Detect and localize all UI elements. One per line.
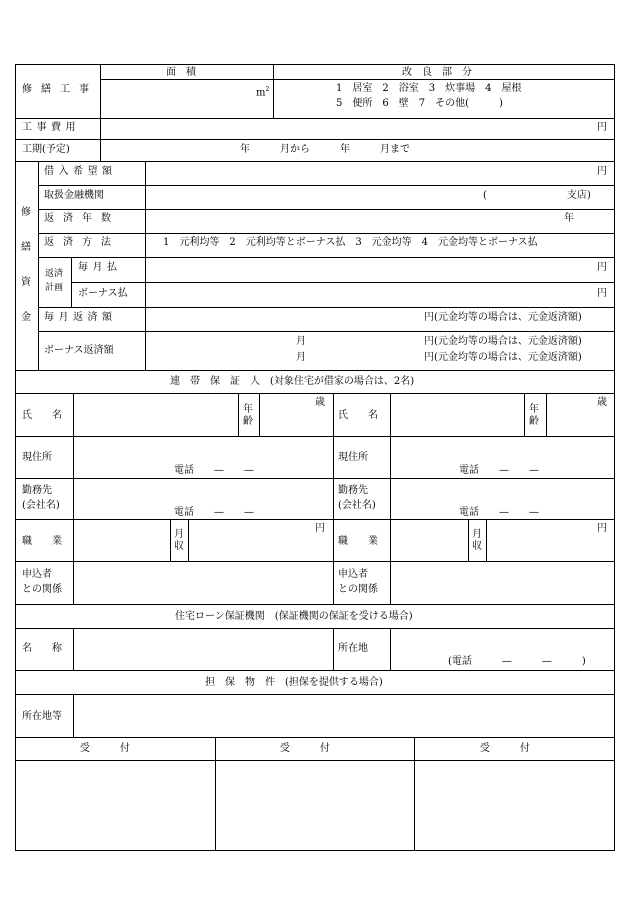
reception-label-3: 受 付	[480, 743, 530, 754]
improve-options-line2: 5 便所 6 壁 7 その他( )	[336, 98, 503, 109]
institution-branch: ( 支店)	[483, 190, 591, 201]
improve-header: 改 良 部 分	[402, 67, 472, 78]
application-form	[15, 64, 615, 851]
funds-label-4: 金	[21, 312, 31, 323]
plan-monthly-unit: 円	[597, 262, 607, 273]
guarantor1-relation-label-2: との関係	[22, 584, 62, 595]
funds-label-3: 資	[21, 277, 31, 288]
guarantor2-income-unit: 円	[597, 523, 607, 534]
guarantor1-work-phone: 電話 — —	[174, 507, 254, 518]
loan-guarantee-phone: (電話 — — )	[448, 656, 586, 667]
period-label: 工期(予定)	[22, 144, 70, 155]
improve-options-line1: 1 居室 2 浴室 3 炊事場 4 屋根	[336, 83, 522, 94]
guarantor2-age-label-1: 年	[529, 404, 539, 415]
guarantor2-age-label-2: 齢	[529, 416, 539, 427]
guarantor1-income-unit: 円	[315, 523, 325, 534]
guarantor2-address-phone: 電話 — —	[459, 465, 539, 476]
plan-label-line2: 計画	[45, 283, 64, 293]
guarantor1-age-label-2: 齢	[243, 416, 253, 427]
desired-amount-label: 借入希望額	[44, 166, 117, 177]
loan-guarantee-header: 住宅ローン保証機関 (保証機関の保証を受ける場合)	[175, 611, 413, 622]
collateral-header: 担 保 物 件 (担保を提供する場合)	[205, 677, 383, 688]
monthly-repay-note: 円(元金均等の場合は、元金返済額)	[424, 312, 582, 323]
plan-bonus-unit: 円	[597, 288, 607, 299]
years-label: 返済年数	[44, 213, 120, 224]
bonus-repay-month-2: 月	[296, 352, 306, 363]
guarantor1-address-phone: 電話 — —	[174, 465, 254, 476]
guarantor2-job-label: 職 業	[338, 536, 378, 547]
guarantor1-name-label: 氏 名	[22, 410, 62, 421]
guarantor2-work-label-1: 勤務先	[338, 485, 368, 496]
method-label: 返済方法	[44, 237, 120, 248]
area-unit: $m^2$	[256, 86, 270, 99]
guarantor2-name-label: 氏 名	[338, 410, 378, 421]
guarantor2-income-label-2: 収	[472, 541, 482, 552]
area-header: 面 積	[166, 67, 196, 78]
cost-label: 工事費用	[22, 122, 80, 133]
guarantor1-address-label: 現住所	[22, 452, 52, 463]
guarantor2-income-label-1: 月	[472, 529, 482, 540]
reception-box-2[interactable]	[216, 761, 413, 850]
guarantor2-address-label: 現住所	[338, 452, 368, 463]
plan-bonus-label: ボーナス払	[78, 288, 128, 299]
reception-box-3[interactable]	[415, 761, 614, 850]
loan-guarantee-location-label: 所在地	[338, 643, 368, 654]
guarantor1-income-label-1: 月	[174, 529, 184, 540]
guarantor1-income-label-2: 収	[174, 541, 184, 552]
guarantor1-job-label: 職 業	[22, 536, 62, 547]
guarantor2-work-phone: 電話 — —	[459, 507, 539, 518]
funds-label-1: 修	[21, 207, 31, 218]
plan-label-line1: 返済	[45, 269, 64, 279]
reception-label-2: 受 付	[280, 743, 330, 754]
funds-label-2: 繕	[21, 242, 31, 253]
guarantor2-work-label-2: (会社名)	[338, 500, 376, 511]
plan-monthly-label: 毎月払	[78, 262, 122, 273]
guarantor1-age-unit: 歳	[315, 397, 325, 408]
period-value: 年 月から 年 月まで	[240, 144, 410, 155]
years-unit: 年	[564, 213, 574, 224]
method-options: 1 元利均等 2 元利均等とボーナス払 3 元金均等 4 元金均等とボーナス払	[163, 237, 538, 248]
monthly-repay-label: 毎月返済額	[44, 312, 117, 323]
guarantor-header: 連 帯 保 証 人 (対象住宅が借家の場合は、2名)	[170, 376, 415, 387]
guarantor1-work-label-1: 勤務先	[22, 485, 52, 496]
guarantor1-relation-label-1: 申込者	[22, 569, 52, 580]
reception-box-1[interactable]	[16, 761, 214, 850]
bonus-repay-label: ボーナス返済額	[44, 345, 114, 356]
guarantor2-age-unit: 歳	[597, 397, 607, 408]
loan-guarantee-name-label: 名 称	[22, 643, 62, 654]
bonus-repay-note-1: 円(元金均等の場合は、元金返済額)	[424, 336, 582, 347]
repair-label: 修繕工事	[22, 84, 98, 95]
reception-label-1: 受 付	[80, 743, 130, 754]
guarantor2-relation-label-2: との関係	[338, 584, 378, 595]
bonus-repay-note-2: 円(元金均等の場合は、元金返済額)	[424, 352, 582, 363]
guarantor2-relation-label-1: 申込者	[338, 569, 368, 580]
institution-label: 取扱金融機関	[44, 190, 104, 201]
cost-unit: 円	[597, 122, 607, 133]
guarantor1-age-label-1: 年	[243, 404, 253, 415]
desired-amount-unit: 円	[597, 166, 607, 177]
guarantor1-work-label-2: (会社名)	[22, 500, 60, 511]
bonus-repay-month-1: 月	[296, 336, 306, 347]
collateral-location-label: 所在地等	[22, 711, 62, 722]
